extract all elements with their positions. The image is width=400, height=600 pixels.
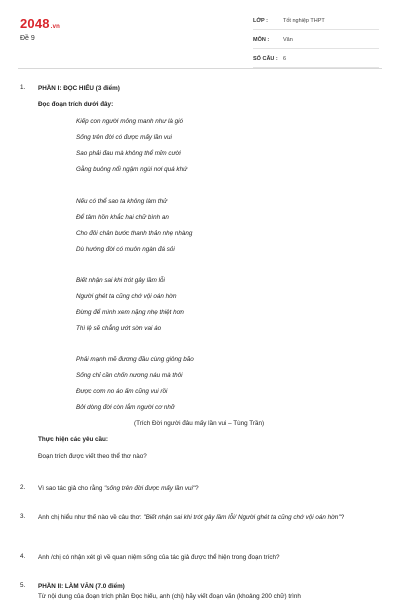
question-number: 3. [20,513,26,520]
poem-line: Người ghét ta cũng chớ vội oán hờn [76,293,177,300]
meta-key: SỐ CÂU : [253,56,278,62]
question-number: 2. [20,484,26,491]
poem-line: Dù hướng đời có muôn ngàn đá sỏi [76,246,175,253]
poem-line: Nếu có thể sao ta không làm thử [76,198,168,205]
question-number: 4. [20,553,26,560]
question-number: 1. [20,84,26,91]
poem-citation: (Trích Đời người đâu mấy lần vui – Tùng Trần) [134,420,265,427]
poem-line: Thì lệ sẽ chẳng ướt sờn vai áo [76,325,162,332]
meta-row-count [253,52,379,68]
poem-line: Cho đôi chân bước thanh thản nhẹ nhàng [76,230,193,237]
exam-title: Đề 9 [20,35,35,42]
poem-line: Kiếp con người mỏng manh như là gió [76,118,184,125]
part2-title: PHẦN II: LÀM VĂN (7.0 điểm) [38,583,125,590]
question-text: Anh chị hiểu như thế nào về câu thơ: [38,514,144,521]
poem-line: Sao phải đau mà không thể mỉm cười [76,150,181,157]
meta-key: MÔN : [253,37,270,43]
poem-line: Để tâm hồn khắc hai chữ bình an [76,214,169,221]
question-body [38,84,383,93]
meta-value: Văn [283,37,293,43]
question-quote: "sống trên đời được mấy lần vui" [104,485,196,492]
poem-line: Gằng buông nổi ngậm ngùi nơi quá khứ [76,166,188,173]
question-text: Vì sao tác giả cho rằng [38,485,105,492]
question-body [38,513,383,522]
poem-line: Phải mạnh mẽ đương đầu cùng giông bão [76,356,194,363]
task-title: Thực hiện các yêu cầu: [38,436,109,443]
exam-meta [253,14,379,71]
meta-value: Tốt nghiệp THPT [283,18,325,24]
logo-suffix: .vn [50,24,61,30]
poem-line: Đừng để mình xem nặng nhẹ thiệt hơn [76,309,184,316]
question-quote: "Biết nhận sai khi trót gây lầm lỗi/ Người ghét ta cũng chớ vội oán hờn" [143,514,341,521]
question-body [38,582,383,591]
poem-line: Sống chỉ cần chốn nương náu mà thôi [76,372,183,379]
question-text: Anh /chị có nhận xét gì về quan niệm sống của tác giả được thể hiện trong đoạn trích? [38,554,280,561]
poem-line: Được cơm no áo ấm cũng vui rồi [76,388,168,395]
part1-instruction: Đọc đoạn trích dưới đây: [38,101,114,108]
question-suffix: ? [340,514,345,521]
poem-line: Sống trên đời có được mấy lần vui [76,134,172,141]
question-number: 5. [20,582,26,589]
part1-title: PHẦN I: ĐỌC HIỂU (3 điểm) [38,85,120,92]
question-body [38,484,383,493]
poem-line: Biết nhận sai khi trót gây lầm lỗi [76,277,165,284]
meta-row-subject [253,33,379,49]
task-question-1: Đoạn trích được viết theo thể thơ nào? [38,453,147,460]
meta-key: LỚP : [253,18,268,24]
part2-text: Từ nội dung của đoạn trích phần Đọc hiểu, anh (chị) hãy viết đoạn văn (khoảng 200 chữ) trình [38,593,301,600]
poem-line: Bởi dòng đời còn lắm người cơ nhỡ [76,404,175,411]
question-suffix: ? [195,485,199,492]
logo-text: 2048 [20,16,50,31]
meta-row-class [253,14,379,30]
header-divider [18,68,382,69]
page-header [0,0,400,66]
meta-value: 6 [283,56,287,62]
question-body [38,553,383,562]
site-logo[interactable] [20,16,60,31]
